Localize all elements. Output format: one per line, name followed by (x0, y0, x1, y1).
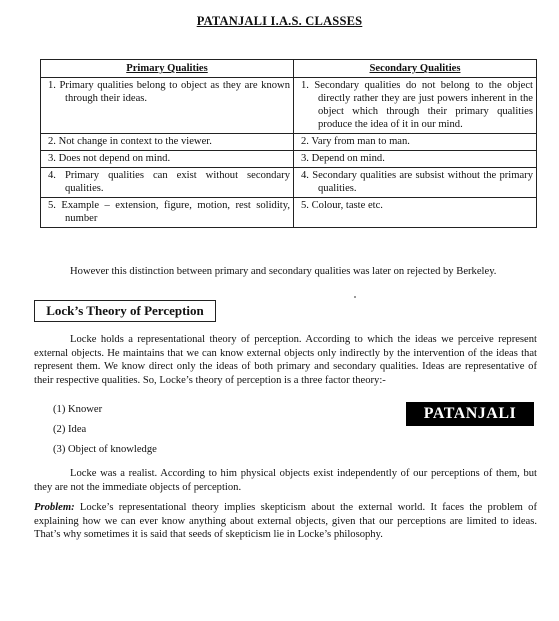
scan-speck (354, 296, 356, 298)
problem-text: Locke’s representational theory implies skepticism about the external world. It faces the problem of explaining how we can ever know anything about external objects, given that our perceptions are limited to ideas. That’s why sometimes it is said that seeds of skepticism lie in Locke’s philosophy. (34, 502, 537, 540)
problem-label: Problem: (34, 502, 75, 513)
theory-paragraph (34, 333, 537, 387)
page-header: PATANJALI I.A.S. CLASSES (196, 14, 363, 28)
table-cell: 5. Colour, taste etc. (294, 198, 537, 228)
list-item: (2) Idea (53, 424, 87, 435)
table-cell: 3. Depend on mind. (294, 151, 537, 168)
table-row (41, 151, 537, 168)
table-cell: 2. Not change in context to the viewer. (41, 134, 294, 151)
realist-paragraph-text: Locke was a realist. According to him physical objects exist independently of our perceptions of them, but they are not the immediate objects of perception. (34, 468, 537, 493)
berkeley-note: However this distinction between primary and secondary qualities was later on rejected by Berkeley. (70, 266, 497, 277)
table-row (41, 78, 537, 134)
brand-logo: PATANJALI (406, 402, 534, 426)
table-cell: 1. Primary qualities belong to object as they are known through their ideas. (41, 78, 294, 134)
table-cell: 3. Does not depend on mind. (41, 151, 294, 168)
column-header-primary: Primary Qualities (41, 60, 294, 78)
problem-paragraph (34, 501, 537, 542)
table-row (41, 198, 537, 228)
table-cell: 4. Secondary qualities are subsist without the primary qualities. (294, 168, 537, 198)
realist-paragraph (34, 467, 537, 494)
table-cell: 4. Primary qualities can exist without secondary qualities. (41, 168, 294, 198)
qualities-table (40, 59, 537, 228)
theory-paragraph-text: Locke holds a representational theory of perception. According to which the ideas we perceive represent external objects. He maintains that we can know external objects only indirectly by the intervention of the ideas that represent them. We know direct only the ideas of both primary and secondary qualities. Ideas are representative of their respective qualities. So, Locke’s theory of perception is a three factor theory:- (34, 334, 537, 386)
table-cell: 5. Example – extension, figure, motion, rest solidity, number (41, 198, 294, 228)
list-item: (3) Object of knowledge (53, 444, 157, 455)
table-cell: 2. Vary from man to man. (294, 134, 537, 151)
section-title: Lock’s Theory of Perception (34, 300, 216, 322)
table-row (41, 168, 537, 198)
table-header-row (41, 60, 537, 78)
table-row (41, 134, 537, 151)
table-cell: 1. Secondary qualities do not belong to the object directly rather they are just powers inherent in the object which through their primary qualities produce the idea of it in our mind. (294, 78, 537, 134)
column-header-secondary: Secondary Qualities (294, 60, 537, 78)
list-item: (1) Knower (53, 404, 103, 415)
